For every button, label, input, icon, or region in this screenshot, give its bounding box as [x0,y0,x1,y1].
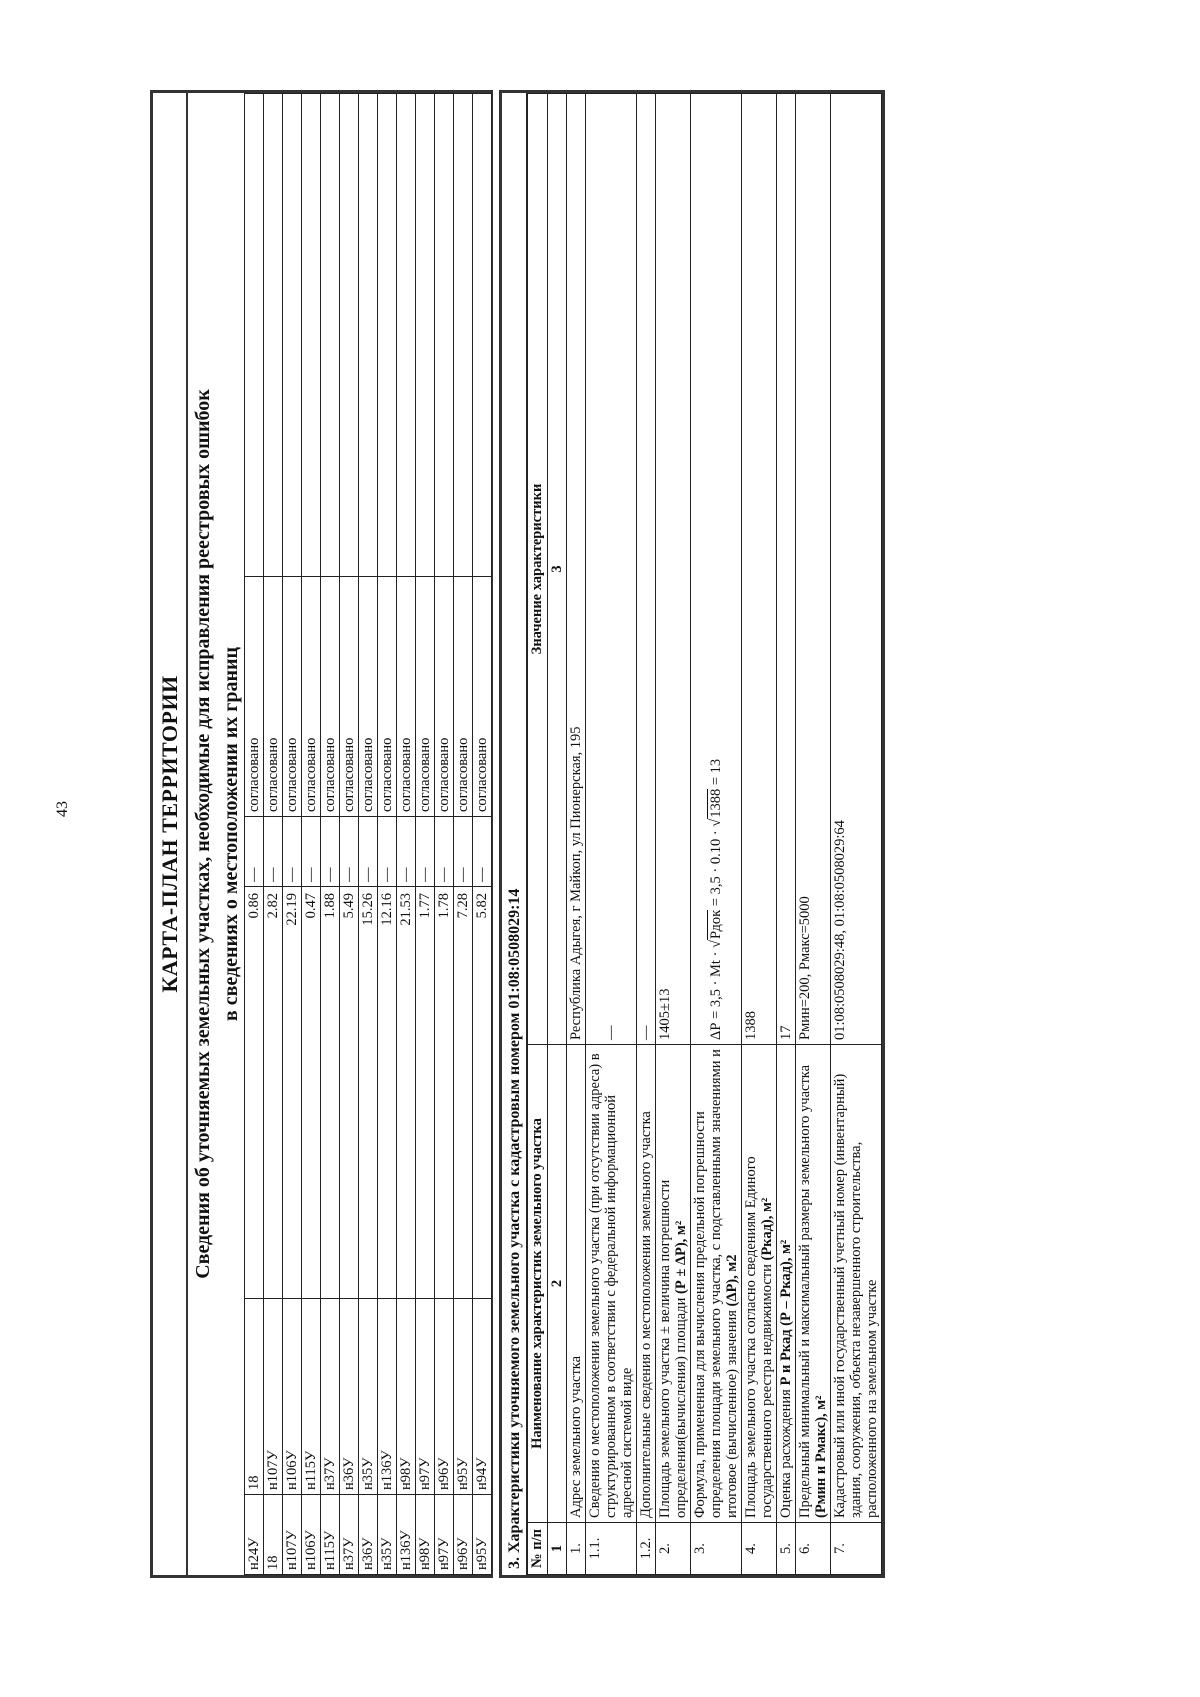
point-to-cell: 18 [245,1299,264,1495]
characteristic-value: 17 [777,94,796,1045]
dash-cell: — [245,817,264,887]
length-cell: 12.16 [378,887,397,1299]
point-from-cell: н96У [454,1495,473,1575]
point-from-cell: н36У [359,1495,378,1575]
status-cell: согласовано [283,577,302,817]
characteristic-name-bold: Р и Ркад (Р – Ркад), м² [778,1239,794,1386]
status-cell: согласовано [435,577,454,817]
empty-cell [283,94,302,577]
characteristic-name-text: Площадь земельного участка согласно сведениям Единого государственного реестра недвижимости [743,1156,775,1518]
empty-cell [321,94,340,577]
dash-cell: — [397,817,416,887]
length-cell: 7.28 [454,887,473,1299]
table-row [656,94,691,1575]
section-3-title: 3. Характеристики уточняемого земельного участка с кадастровым номером 01:08:0508029:14 [502,93,527,1575]
point-from-cell: н35У [378,1495,397,1575]
status-cell: согласовано [359,577,378,817]
dash-cell: — [454,817,473,887]
table-row [435,94,454,1575]
table-header-row [528,94,548,1575]
point-from-cell: н97У [435,1495,454,1575]
table-row [567,94,586,1575]
characteristic-value: Рмин=200, Рмакс=5000 [796,94,831,1045]
formula-lhs: ΔР = 3,5 · Mt · [708,947,724,1040]
characteristic-value: Республика Адыгея, г Майкоп, ул Пионерская, 195 [567,94,586,1045]
length-cell: 15.26 [359,887,378,1299]
col-header-name: Наименование характеристик земельного участка [528,1045,548,1523]
length-cell: 1.77 [416,887,435,1299]
length-cell: 21.53 [397,887,416,1299]
characteristic-name [777,1045,796,1523]
table-row [321,94,340,1575]
characteristic-name-text: Площадь земельного участка ± величина погрешности определения(вычисления) площади [657,1179,689,1518]
point-from-cell: н24У [245,1495,264,1575]
row-number: 5. [777,1523,796,1575]
characteristics-frame [499,90,885,1578]
dash-cell: — [378,817,397,887]
empty-cell [397,94,416,577]
point-to-cell: н106У [283,1299,302,1495]
point-from-cell: н95У [473,1495,492,1575]
dash-cell: — [321,817,340,887]
characteristic-name-text: Сведения о местоположении земельного участка (при отсутствии адреса) в структурированном в соответствии с федеральной информационной адресной системой виде [587,1053,635,1518]
status-cell: согласовано [321,577,340,817]
characteristic-name [656,1045,691,1523]
length-cell: 0.86 [245,887,264,1299]
table-row [397,94,416,1575]
status-cell: согласовано [416,577,435,817]
top-frame [150,90,493,1578]
point-to-cell: н94У [473,1299,492,1495]
characteristic-value: — [637,94,656,1045]
table-index-row [548,94,567,1575]
characteristic-name-bold: (Рмин и Рмакс), м² [813,1395,829,1518]
table-row [586,94,637,1575]
characteristic-name [742,1045,777,1523]
point-to-cell: н98У [397,1299,416,1495]
table-row [359,94,378,1575]
row-number: 2. [656,1523,691,1575]
length-cell: 2.82 [264,887,283,1299]
formula-radicand-2: 1388 [708,788,724,818]
table-row [454,94,473,1575]
subtitle-line-1: Сведения об уточняемых земельных участках, необходимые для исправления реестровых ошибок [192,389,214,1279]
characteristic-name-text: Формула, примененная для вычисления предельной погрешности определения площади земельного участка, с подставленными значениями и итоговое (вычисленное) значения [692,1049,740,1518]
table-row [742,94,777,1575]
sqrt-symbol-icon: √ [708,940,724,948]
point-to-cell: н96У [435,1299,454,1495]
rotated-document [150,90,1050,1578]
characteristic-value: 1388 [742,94,777,1045]
empty-cell [416,94,435,577]
status-cell: согласовано [473,577,492,817]
dash-cell: — [340,817,359,887]
status-cell: согласовано [245,577,264,817]
status-cell: согласовано [454,577,473,817]
table-row [637,94,656,1575]
row-number: 1.1. [586,1523,637,1575]
col-index-2: 2 [548,1045,567,1523]
row-number: 4. [742,1523,777,1575]
empty-cell [340,94,359,577]
point-to-cell: н95У [454,1299,473,1495]
point-from-cell: 18 [264,1495,283,1575]
status-cell: согласовано [378,577,397,817]
table-row [340,94,359,1575]
characteristic-name [831,1045,882,1523]
row-number: 1.2. [637,1523,656,1575]
length-cell: 5.82 [473,887,492,1299]
empty-cell [245,94,264,577]
characteristic-value: 01:08:0508029:48, 01:08:0508029:64 [831,94,882,1045]
length-cell: 1.88 [321,887,340,1299]
col-header-num: № п/п [528,1523,548,1575]
status-cell: согласовано [397,577,416,817]
row-number: 7. [831,1523,882,1575]
dash-cell: — [264,817,283,887]
row-number: 1. [567,1523,586,1575]
point-from-cell: н136У [397,1495,416,1575]
empty-cell [264,94,283,577]
empty-cell [454,94,473,577]
characteristic-name-text: Кадастровый или иной государственный учетный номер (инвентарный) здания, сооружения, объекта незавершенного строительства, расположенного на земельном участке [832,1073,880,1518]
characteristic-name-text: Адрес земельного участка [568,1355,584,1518]
dash-cell: — [283,817,302,887]
characteristic-value [691,94,742,1045]
point-from-cell: н107У [283,1495,302,1575]
page-number: 43 [54,801,71,817]
characteristic-name [586,1045,637,1523]
empty-cell [359,94,378,577]
characteristic-name-text: Дополнительные сведения о местоположении земельного участка [638,1111,654,1518]
characteristic-name [691,1045,742,1523]
table-row [777,94,796,1575]
point-from-cell: н98У [416,1495,435,1575]
dash-cell: — [302,817,321,887]
point-to-cell: н36У [340,1299,359,1495]
col-index-1: 1 [548,1523,567,1575]
point-to-cell: н35У [359,1299,378,1495]
page-title: КАРТА-ПЛАН ТЕРРИТОРИИ [153,93,188,1575]
subtitle-line-2: в сведениях о местоположении их границ [220,646,242,1022]
table-row [796,94,831,1575]
characteristic-value: 1405±13 [656,94,691,1045]
borders-table [244,93,492,1575]
empty-cell [435,94,454,577]
dash-cell: — [416,817,435,887]
point-to-cell: н97У [416,1299,435,1495]
table-row [831,94,882,1575]
status-cell: согласовано [340,577,359,817]
characteristic-name-bold: (Ркад), м² [759,1197,775,1261]
dash-cell: — [435,817,454,887]
status-cell: согласовано [264,577,283,817]
formula-radicand-1: Рдок [708,909,724,939]
status-cell: согласовано [302,577,321,817]
characteristic-name [637,1045,656,1523]
sqrt-symbol-icon: √ [708,818,724,827]
table-row [378,94,397,1575]
point-to-cell: н107У [264,1299,283,1495]
point-to-cell: н115У [302,1299,321,1495]
characteristic-name [567,1045,586,1523]
length-cell: 1.78 [435,887,454,1299]
table-row [473,94,492,1575]
table-row [691,94,742,1575]
row-number: 6. [796,1523,831,1575]
formula-mid: = 3,5 · 0.10 · [708,826,724,910]
length-cell: 22.19 [283,887,302,1299]
point-to-cell: н136У [378,1299,397,1495]
length-cell: 0.47 [302,887,321,1299]
dash-cell: — [359,817,378,887]
point-from-cell: н37У [340,1495,359,1575]
table-row [245,94,264,1575]
empty-cell [378,94,397,577]
col-header-value: Значение характеристики [528,94,548,1045]
characteristic-name-bold: (ΔР), м2 [724,1254,740,1307]
length-cell: 5.49 [340,887,359,1299]
table-row [264,94,283,1575]
empty-cell [473,94,492,577]
empty-cell [302,94,321,577]
col-index-3: 3 [548,94,567,1045]
characteristic-name [796,1045,831,1523]
table-row [416,94,435,1575]
dash-cell: — [473,817,492,887]
point-to-cell: н37У [321,1299,340,1495]
formula-result: = 13 [708,758,724,789]
characteristics-table [527,93,882,1575]
row-number: 3. [691,1523,742,1575]
characteristic-name-bold: (Р ± ΔР), м² [673,1220,689,1294]
point-from-cell: н106У [302,1495,321,1575]
table-row [283,94,302,1575]
characteristic-name-text: Предельный минимальный и максимальный размеры земельного участка [797,1064,813,1518]
characteristic-value: — [586,94,637,1045]
characteristic-name-text: Оценка расхождения [778,1389,794,1518]
table-row [302,94,321,1575]
point-from-cell: н115У [321,1495,340,1575]
